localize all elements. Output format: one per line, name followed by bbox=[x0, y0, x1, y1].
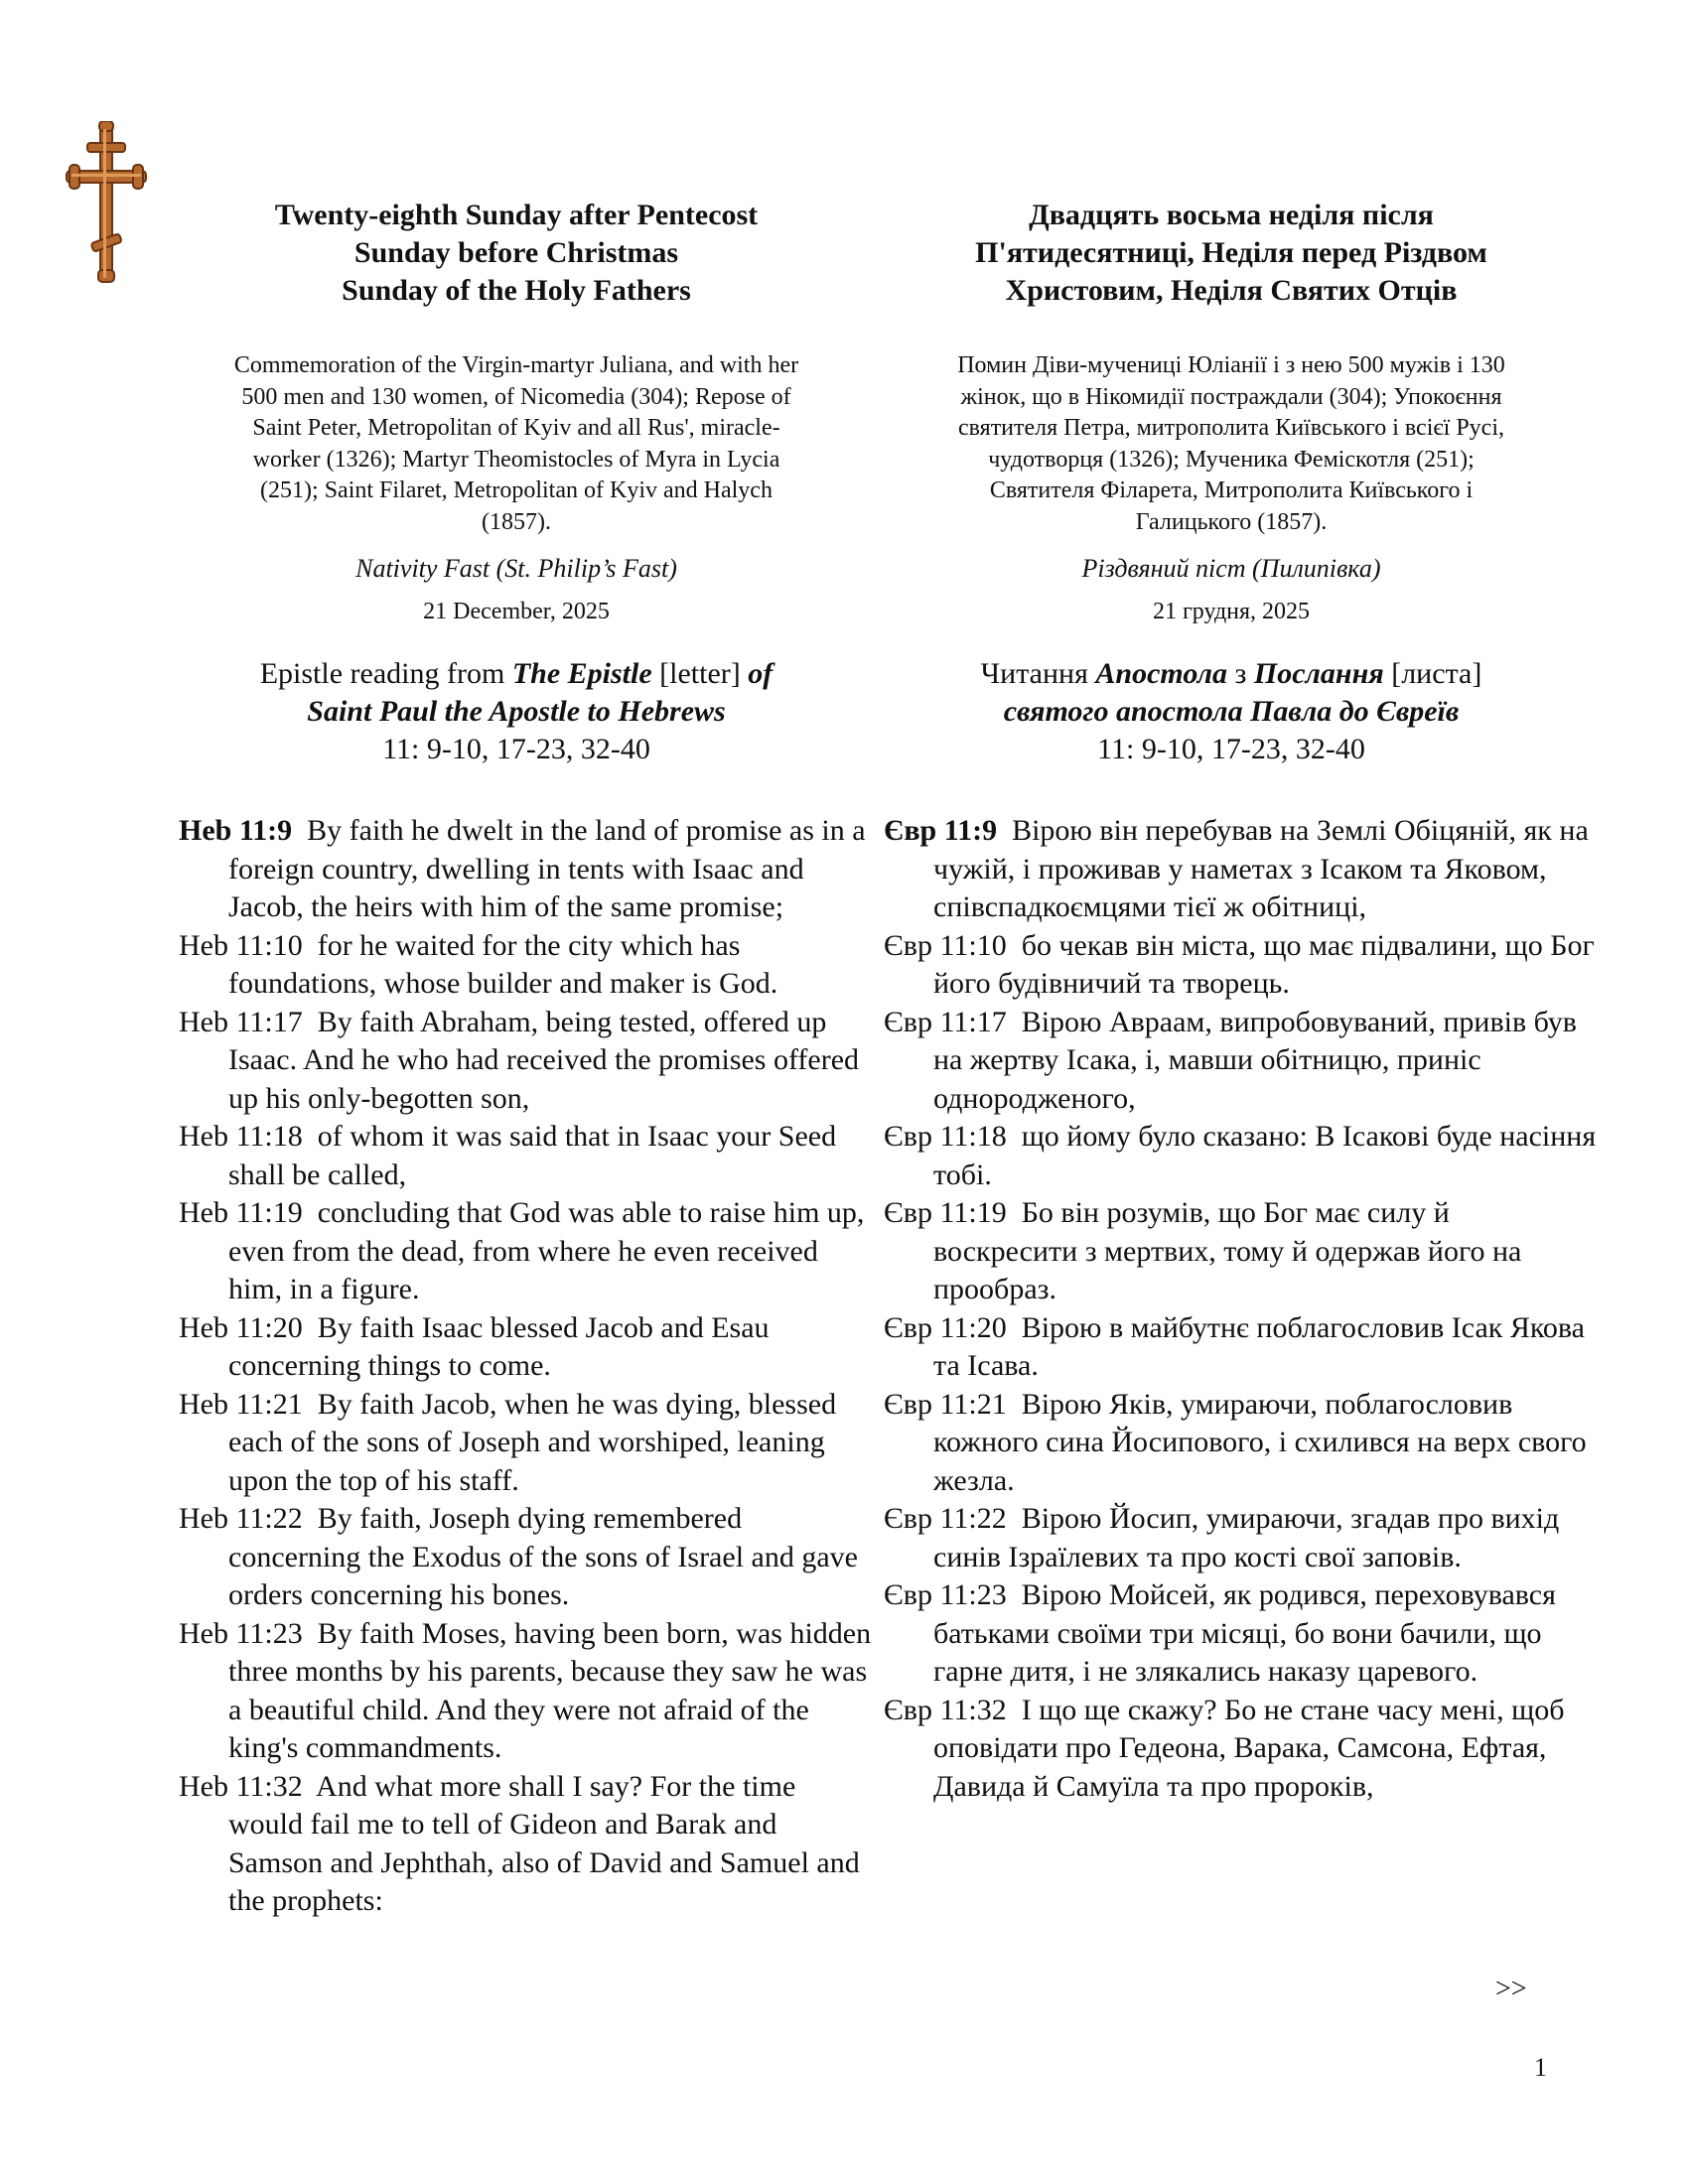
verse bbox=[179, 812, 874, 927]
english-commemoration bbox=[159, 350, 874, 538]
epistle-of: of bbox=[748, 657, 774, 690]
ukrainian-epistle-heading bbox=[864, 655, 1599, 768]
verse-ref: Євр 11:10 bbox=[884, 928, 1007, 962]
commemoration-line: Commemoration of the Virgin-martyr Juliana, and with her bbox=[233, 352, 799, 378]
epistle-prefix: Читання bbox=[980, 657, 1096, 690]
verse-text: By faith he dwelt in the land of promise as in a foreign country, dwelling in tents with Isaac and Jacob, the heirs with him of the same promise; bbox=[228, 814, 866, 923]
ukrainian-fast: Різдвяний піст (Пилипівка) bbox=[1081, 554, 1381, 583]
verse-ref: Heb 11:18 bbox=[179, 1120, 303, 1153]
english-verses bbox=[179, 812, 874, 1921]
verse-text: І що ще скажу? Бо не стане часу мені, щоб оповідати про Гедеона, Варака, Самсона, Ефтая, Давида й Самуїла та про пророків, bbox=[933, 1693, 1565, 1803]
verse bbox=[179, 1500, 874, 1615]
commemoration-line: святителя Петра, митрополита Київського і всієї Русі, bbox=[957, 415, 1505, 441]
verse-text: By faith, Joseph dying remembered concerning the Exodus of the sons of Israel and gave orders concerning his bones. bbox=[228, 1502, 858, 1611]
verse-text: Бо він розумів, що Бог має силу й воскресити з мертвих, тому й одержав його на прообраз. bbox=[933, 1196, 1522, 1305]
epistle-book: The Epistle bbox=[511, 657, 652, 690]
ukrainian-title-line: П'ятидесятниці, Неділя перед Різдвом bbox=[975, 236, 1487, 269]
verse bbox=[884, 1576, 1599, 1692]
verse bbox=[179, 1768, 874, 1921]
english-fast: Nativity Fast (St. Philip’s Fast) bbox=[355, 554, 677, 583]
verse-ref: Heb 11:23 bbox=[179, 1616, 303, 1650]
verse-text: Вірою Йосип, умираючи, згадав про вихід синів Ізраїлевих та про кості свої заповів. bbox=[933, 1502, 1560, 1573]
epistle-apostle: Апостола bbox=[1095, 657, 1228, 690]
commemoration-line: чудотворця (1326); Мученика Феміскотля (251); bbox=[988, 446, 1475, 473]
verse bbox=[179, 927, 874, 1004]
ukrainian-column bbox=[864, 197, 1599, 1806]
verse bbox=[884, 1004, 1599, 1119]
commemoration-line: Святителя Філарета, Митрополита Київського і bbox=[989, 478, 1474, 503]
verse-ref: Євр 11:20 bbox=[884, 1310, 1007, 1344]
verse-ref: Євр 11:23 bbox=[884, 1578, 1007, 1611]
commemoration-line: Галицького (1857). bbox=[1135, 508, 1328, 535]
english-epistle-heading bbox=[159, 655, 874, 768]
verse-text: By faith Jacob, when he was dying, blessed each of the sons of Joseph and worshiped, leaning upon the top of his staff. bbox=[228, 1387, 837, 1497]
verse bbox=[179, 1386, 874, 1501]
english-title-line: Sunday before Christmas bbox=[353, 236, 679, 269]
verse-ref: Євр 11:21 bbox=[884, 1387, 1007, 1421]
verse bbox=[884, 1386, 1599, 1501]
ukrainian-title bbox=[864, 197, 1599, 310]
continue-marker: >> bbox=[1495, 1974, 1527, 2004]
verse-text: And what more shall I say? For the time would fail me to tell of Gideon and Barak and Samson and Jephthah, also of David and Samuel and the prophets: bbox=[228, 1769, 860, 1917]
verse-ref: Євр 11:9 bbox=[884, 814, 998, 847]
ukrainian-verses bbox=[884, 812, 1599, 1806]
english-title-line: Twenty-eighth Sunday after Pentecost bbox=[274, 199, 759, 231]
verse-text: Вірою Авраам, випробовуваний, привів був на жертву Ісака, і, мавши обітницю, приніс однородженого, bbox=[933, 1005, 1577, 1115]
verse-ref: Heb 11:10 bbox=[179, 928, 303, 962]
verse-text: By faith Isaac blessed Jacob and Esau concerning things to come. bbox=[228, 1310, 770, 1382]
verse-ref: Heb 11:17 bbox=[179, 1005, 303, 1038]
verse-ref: Heb 11:21 bbox=[179, 1387, 303, 1421]
commemoration-line: Помин Діви-мучениці Юліанії і з нею 500 мужів і 130 bbox=[957, 352, 1505, 378]
page-number: 1 bbox=[1534, 2053, 1547, 2082]
epistle-reference: 11: 9-10, 17-23, 32-40 bbox=[1097, 733, 1365, 765]
commemoration-line: worker (1326); Martyr Theomistocles of Myra in Lycia bbox=[252, 446, 780, 473]
verse-text: що йому було сказано: В Ісакові буде насіння тобі. bbox=[933, 1120, 1597, 1191]
verse-text: By faith Abraham, being tested, offered up Isaac. And he who had received the promises offered up his only-begotten son, bbox=[228, 1005, 860, 1115]
epistle-reference: 11: 9-10, 17-23, 32-40 bbox=[382, 733, 650, 765]
verse bbox=[884, 1194, 1599, 1309]
verse-ref: Євр 11:18 bbox=[884, 1120, 1007, 1153]
ukrainian-title-line: Двадцять восьма неділя після bbox=[1029, 199, 1434, 231]
verse-text: Вірою Яків, умираючи, поблагословив кожного сина Йосипового, і схилився на верх свого жезла. bbox=[933, 1387, 1587, 1497]
commemoration-line: Saint Peter, Metropolitan of Kyiv and all Rus', miracle- bbox=[252, 415, 780, 441]
verse-text: for he waited for the city which has foundations, whose builder and maker is God. bbox=[228, 928, 778, 1000]
verse-ref: Heb 11:32 bbox=[179, 1769, 303, 1803]
verse-text: бо чекав він міста, що має підвалини, що Бог його будівничий та творець. bbox=[933, 928, 1595, 1000]
english-title-line: Sunday of the Holy Fathers bbox=[342, 274, 691, 307]
commemoration-line: жінок, що в Нікомидії постраждали (304); Упокоєння bbox=[960, 383, 1502, 410]
verse-text: By faith Moses, having been born, was hidden three months by his parents, because they saw he was a beautiful child. And they were not afraid of the king's commandments. bbox=[228, 1616, 872, 1764]
verse bbox=[884, 1309, 1599, 1386]
verse bbox=[884, 812, 1599, 927]
verse bbox=[884, 1500, 1599, 1576]
ukrainian-title-line: Христовим, Неділя Святих Отців bbox=[1005, 274, 1458, 307]
epistle-author: святого апостола Павла до Євреїв bbox=[1003, 695, 1460, 728]
verse bbox=[179, 1615, 874, 1768]
verse-ref: Heb 11:20 bbox=[179, 1310, 303, 1344]
epistle-author: Saint Paul the Apostle to Hebrews bbox=[307, 695, 726, 728]
verse bbox=[179, 1004, 874, 1119]
commemoration-line: (1857). bbox=[482, 508, 551, 535]
verse-ref: Heb 11:9 bbox=[179, 814, 293, 847]
verse bbox=[884, 1118, 1599, 1194]
verse-text: concluding that God was able to raise him up, even from the dead, from where he even received him, in a figure. bbox=[228, 1196, 865, 1305]
verse-text: of whom it was said that in Isaac your Seed shall be called, bbox=[228, 1120, 837, 1191]
commemoration-line: (251); Saint Filaret, Metropolitan of Kyiv and Halych bbox=[260, 478, 773, 503]
epistle-bracket: [letter] bbox=[651, 657, 749, 690]
verse bbox=[179, 1309, 874, 1386]
ukrainian-date: 21 грудня, 2025 bbox=[1152, 599, 1311, 624]
verse-ref: Heb 11:19 bbox=[179, 1196, 303, 1229]
epistle-bracket: [листа] bbox=[1383, 657, 1482, 690]
english-column bbox=[159, 197, 874, 1921]
epistle-prefix: Epistle reading from bbox=[259, 657, 512, 690]
verse bbox=[179, 1118, 874, 1194]
english-date: 21 December, 2025 bbox=[423, 599, 610, 624]
verse-ref: Євр 11:17 bbox=[884, 1005, 1007, 1038]
verse bbox=[884, 927, 1599, 1004]
epistle-z: з bbox=[1227, 657, 1254, 690]
verse-ref: Євр 11:22 bbox=[884, 1502, 1007, 1535]
verse-ref: Євр 11:32 bbox=[884, 1693, 1007, 1726]
ukrainian-commemoration bbox=[864, 350, 1599, 538]
orthodox-cross-icon bbox=[62, 121, 151, 285]
english-title bbox=[159, 197, 874, 310]
verse bbox=[884, 1692, 1599, 1807]
verse-ref: Євр 11:19 bbox=[884, 1196, 1007, 1229]
commemoration-line: 500 men and 130 women, of Nicomedia (304); Repose of bbox=[241, 383, 791, 410]
verse bbox=[179, 1194, 874, 1309]
epistle-poslannia: Послання bbox=[1253, 657, 1384, 690]
verse-ref: Heb 11:22 bbox=[179, 1502, 303, 1535]
verse-text: Вірою в майбутнє поблагословив Ісак Якова та Ісава. bbox=[933, 1310, 1585, 1382]
verse-text: Вірою Мойсей, як родився, переховувався батьками своїми три місяці, бо вони бачили, що гарне дитя, і не злякались наказу царевого. bbox=[933, 1578, 1556, 1688]
verse-text: Вірою він перебував на Землі Обіцяній, як на чужій, і проживав у наметах з Ісаком та Яковом, співспадкоємцями тієї ж обітниці, bbox=[933, 814, 1589, 923]
